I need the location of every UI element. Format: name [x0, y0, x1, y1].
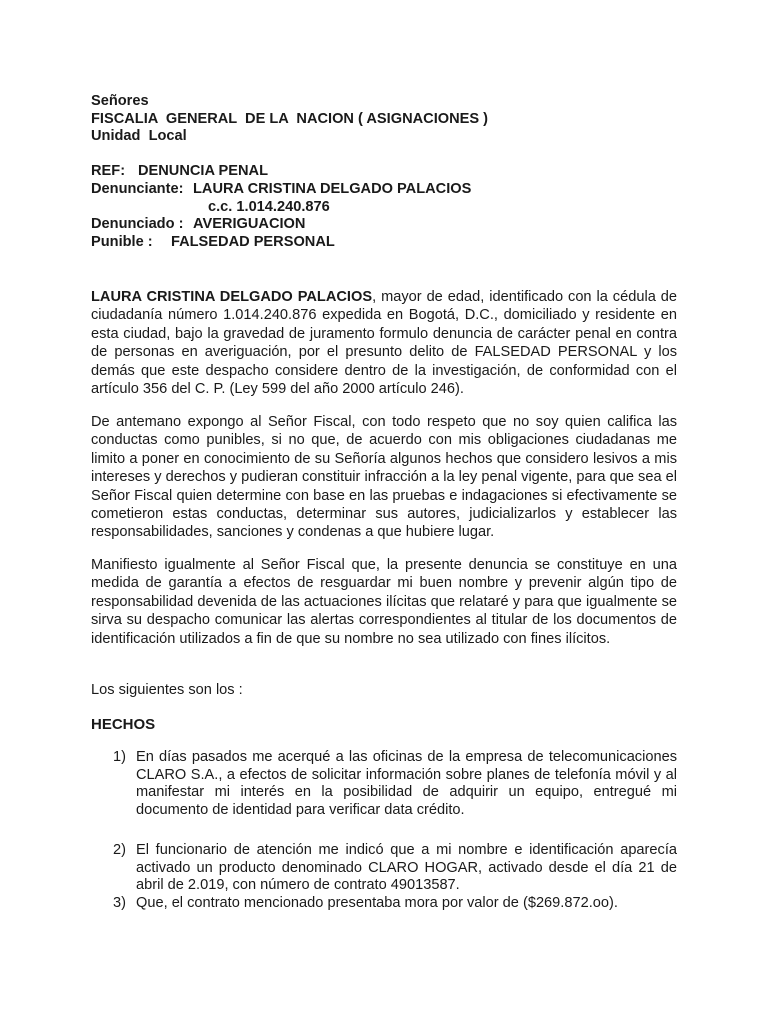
- denunciante-value: LAURA CRISTINA DELGADO PALACIOS: [193, 180, 472, 197]
- fact-text: Que, el contrato mencionado presentaba mora por valor de ($269.872.oo).: [136, 895, 618, 911]
- paragraph-manifiesto: Manifiesto igualmente al Señor Fiscal que, la presente denuncia se constituye en una medida de garantía a efectos de resguardar mi buen nombre y prevenir algún tipo de responsabilidad devenida de las actuaciones ilícitas que relataré y para que igualmente se sirva su despacho comunicar las alertas correspondientes al titular de los documentos de identificación utilizados a fin de que su nombre no sea utilizado con fines ilícitos.: [91, 557, 677, 647]
- ref-label: REF:: [91, 163, 126, 179]
- section-heading-hechos: HECHOS: [91, 716, 156, 733]
- ref-value: DENUNCIA PENAL: [138, 163, 268, 179]
- paragraph-intro: [91, 288, 677, 398]
- addressee-unit: Unidad Local: [91, 128, 187, 145]
- cc-value: c.c. 1.014.240.876: [208, 198, 330, 215]
- punible-label: Punible :: [91, 234, 153, 251]
- denunciante-row: [91, 181, 471, 199]
- fact-item: [113, 749, 677, 819]
- paragraph-intro-text: , mayor de edad, identificado con la cédula de ciudadanía número 1.014.240.876 expedida en Bogotá, D.C., domiciliado y residente en esta ciudad, bajo la gravedad de juramento formulo denuncia de carácter penal en contra de personas en averiguación, por el presunto delito de FALSEDAD PERSONAL y los demás que este despacho considere dentro de la investigación, de conformidad con el artículo 356 del C. P. (Ley 599 del año 2000 artículo 246).: [91, 289, 678, 398]
- salutation: Señores: [91, 93, 149, 109]
- fact-text: En días pasados me acerqué a las oficinas de la empresa de telecomunicaciones CLARO S.A., a efectos de solicitar información sobre planes de telefonía móvil y al manifestar mi interés en la posibilidad de adquirir un equipo, entregué mi documento de identidad para verificar data crédito.: [136, 749, 677, 818]
- fact-item: [113, 842, 677, 895]
- punible-row: [91, 234, 471, 252]
- fact-item: [113, 895, 677, 913]
- denunciado-value: AVERIGUACION: [193, 216, 306, 233]
- paragraph-antemano: De antemano expongo al Señor Fiscal, con todo respeto que no soy quien califica las conductas como punibles, si no que, de acuerdo con mis obligaciones ciudadanas me limito a poner en conocimiento de su Señoría algunos hechos que considero lesivos a mis intereses y derechos y pudieran constituir infracción a la ley penal vigente, para que sea el Señor Fiscal quien determine con base en las pruebas e indagaciones si efectivamente se cometieron estas conductas, determinar sus autores, judicializarlos y establecer las responsabilidades, sanciones y condenas a que hubiere lugar.: [91, 414, 677, 541]
- addressee-institution: FISCALIA GENERAL DE LA NACION ( ASIGNACIONES ): [91, 110, 489, 127]
- denunciado-row: [91, 216, 471, 234]
- fact-number: 1): [113, 749, 126, 765]
- cc-row: [91, 199, 471, 217]
- paragraph-siguientes: Los siguientes son los :: [91, 682, 243, 698]
- ref-row: [91, 163, 471, 181]
- denunciante-label: Denunciante:: [91, 180, 184, 197]
- addressee-block: [91, 93, 488, 146]
- fact-number: 2): [113, 842, 126, 858]
- reference-block: [91, 163, 471, 252]
- denunciado-label: Denunciado :: [91, 216, 184, 233]
- fact-text: El funcionario de atención me indicó que a mi nombre e identificación aparecía activado un producto denominado CLARO HOGAR, activado desde el día 21 de abril de 2.019, con número de contrato 49013587.: [136, 842, 677, 894]
- complainant-name: LAURA CRISTINA DELGADO PALACIOS: [91, 289, 373, 305]
- punible-value: FALSEDAD PERSONAL: [171, 234, 335, 251]
- fact-number: 3): [113, 895, 126, 911]
